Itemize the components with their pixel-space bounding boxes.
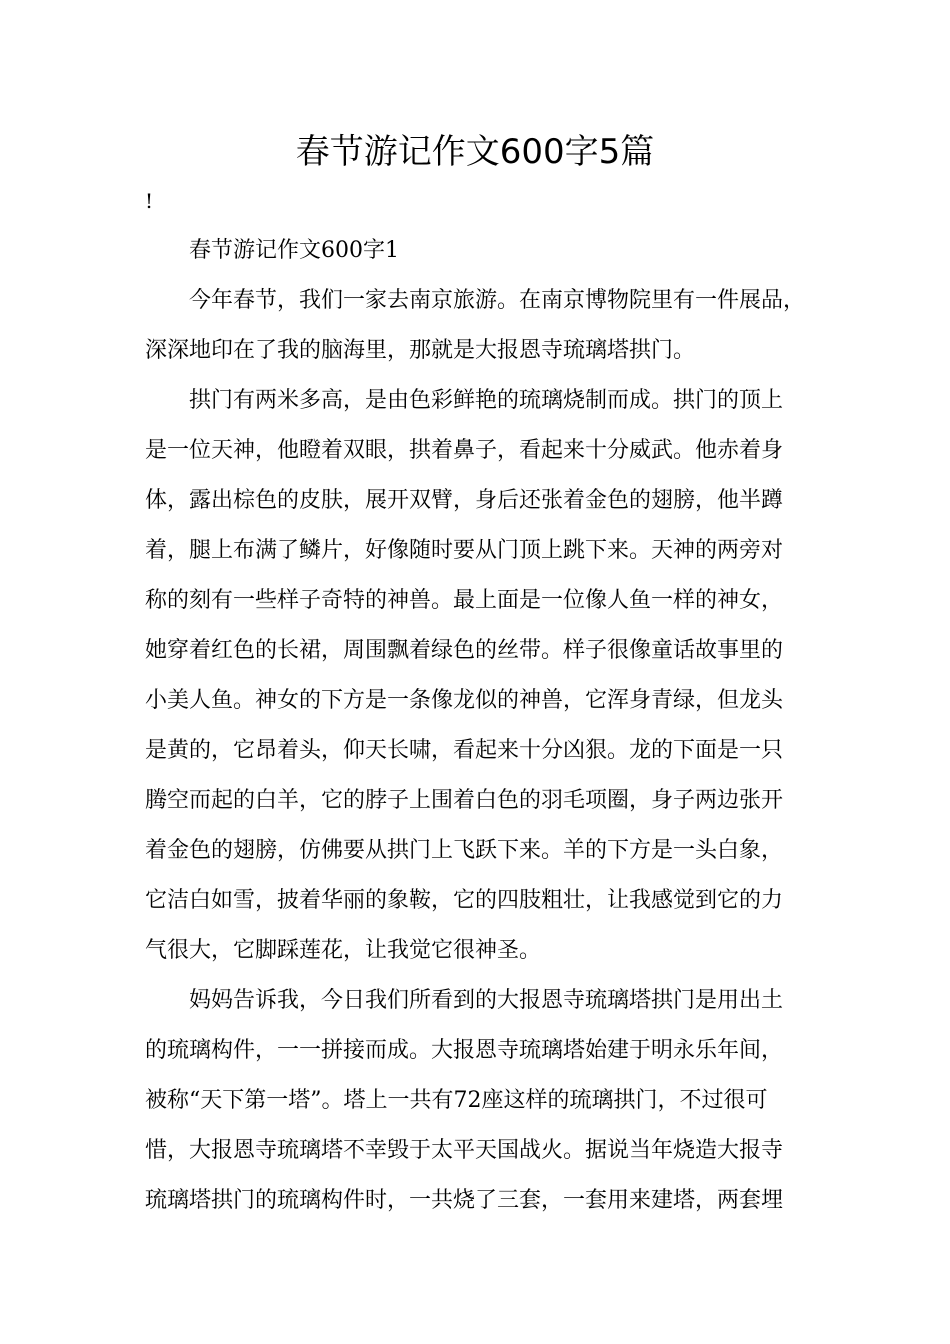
text-line: 称的刻有一些样子奇特的神兽。最上面是一位像人鱼一样的神女， (145, 588, 784, 613)
text-line: 着金色的翅膀，仿佛要从拱门上飞跃下来。羊的下方是一头白象， (145, 838, 784, 863)
text-line: 是黄的，它昂着头，仰天长啸，看起来十分凶狠。龙的下面是一只 (145, 738, 784, 763)
text-line: 是一位天神，他瞪着双眼，拱着鼻子，看起来十分威武。他赤着身 (145, 438, 784, 463)
text-line: 今年春节，我们一家去南京旅游。在南京博物院里有一件展品， (189, 288, 806, 313)
text-line: 拱门有两米多高，是由色彩鲜艳的琉璃烧制而成。拱门的顶上 (189, 388, 784, 413)
text-line: 妈妈告诉我，今日我们所看到的大报恩寺琉璃塔拱门是用出土 (189, 988, 784, 1013)
text-line: 惜，大报恩寺琉璃塔不幸毁于太平天国战火。据说当年烧造大报寺 (145, 1138, 784, 1163)
text-line: 小美人鱼。神女的下方是一条像龙似的神兽，它浑身青绿，但龙头 (145, 688, 784, 713)
document-title: 春节游记作文600字5篇 (295, 132, 655, 172)
text-line: 琉璃塔拱门的琉璃构件时，一共烧了三套，一套用来建塔，两套埋 (145, 1188, 784, 1213)
text-line: 深深地印在了我的脑海里，那就是大报恩寺琉璃塔拱门。 (145, 338, 696, 363)
text-line: 气很大，它脚踩莲花，让我觉它很神圣。 (145, 938, 542, 963)
text-line: 体，露出棕色的皮肤，展开双臂，身后还张着金色的翅膀，他半蹲 (145, 488, 784, 513)
text-line: 她穿着红色的长裙，周围飘着绿色的丝带。样子很像童话故事里的 (145, 638, 784, 663)
text-line: 的琉璃构件，一一拼接而成。大报恩寺琉璃塔始建于明永乐年间， (145, 1038, 784, 1063)
stray-mark: ! (145, 189, 154, 213)
text-line: 它洁白如雪，披着华丽的象鞍，它的四肢粗壮，让我感觉到它的力 (145, 888, 784, 913)
text-line: 被称“天下第一塔”。塔上一共有72座这样的琉璃拱门，不过很可 (145, 1088, 768, 1113)
text-line: 着，腿上布满了鳞片，好像随时要从门顶上跳下来。天神的两旁对 (145, 538, 784, 563)
text-line: 腾空而起的白羊，它的脖子上围着白色的羽毛项圈，身子两边张开 (145, 788, 784, 813)
section-heading: 春节游记作文600字1 (189, 238, 399, 263)
